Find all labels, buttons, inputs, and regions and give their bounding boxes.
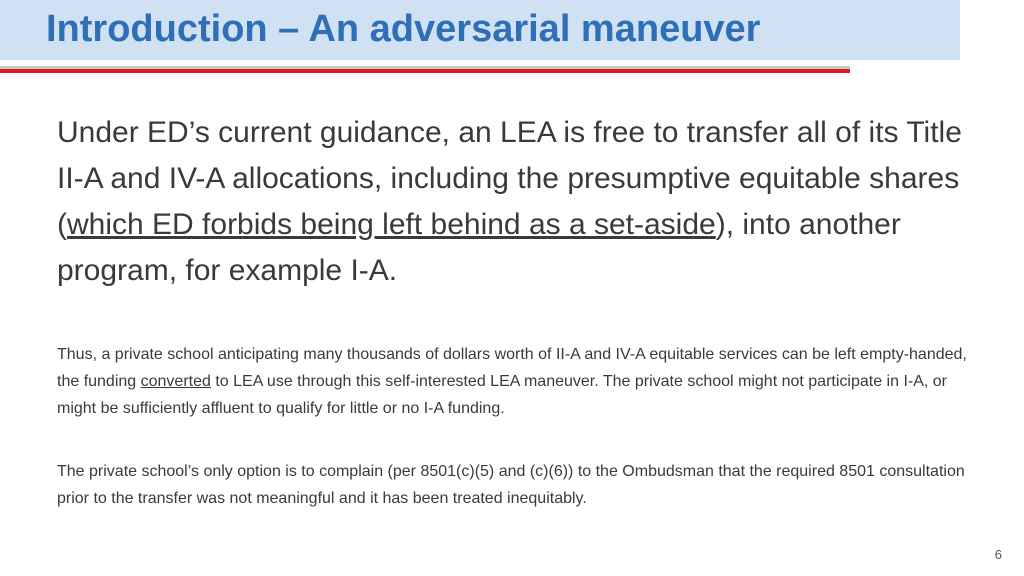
body-paragraph-1 — [57, 341, 987, 422]
page-number: 6 — [994, 547, 1002, 562]
lead-underlined-phrase: which ED forbids being left behind as a set-aside — [67, 208, 716, 241]
lead-text-start: Under ED’s current guidance, an LEA is free to transfer all of its Title II-A and IV-A allocations, including the presumptive equitable shares ( — [57, 116, 962, 241]
para1-text-end: to LEA use through this self-interested LEA maneuver. The private school might not participate in I-A, or might be sufficiently affluent to qualify for little or no I-A funding. — [57, 373, 947, 417]
slide-title: Introduction – An adversarial maneuver — [46, 8, 761, 50]
para1-underlined-word: converted — [140, 373, 211, 390]
lead-paragraph — [57, 110, 987, 294]
lead-text-end: ), into another program, for example I-A. — [57, 208, 901, 287]
para1-text-start: Thus, a private school anticipating many thousands of dollars worth of II-A and IV-A equitable services can be left empty-handed, the funding — [57, 346, 967, 390]
title-underline-red — [0, 69, 850, 73]
body-paragraph-2: The private school’s only option is to complain (per 8501(c)(5) and (c)(6)) to the Ombudsman that the required 8501 consultation prior to the transfer was not meaningful and it has been treated inequitably. — [57, 463, 965, 507]
